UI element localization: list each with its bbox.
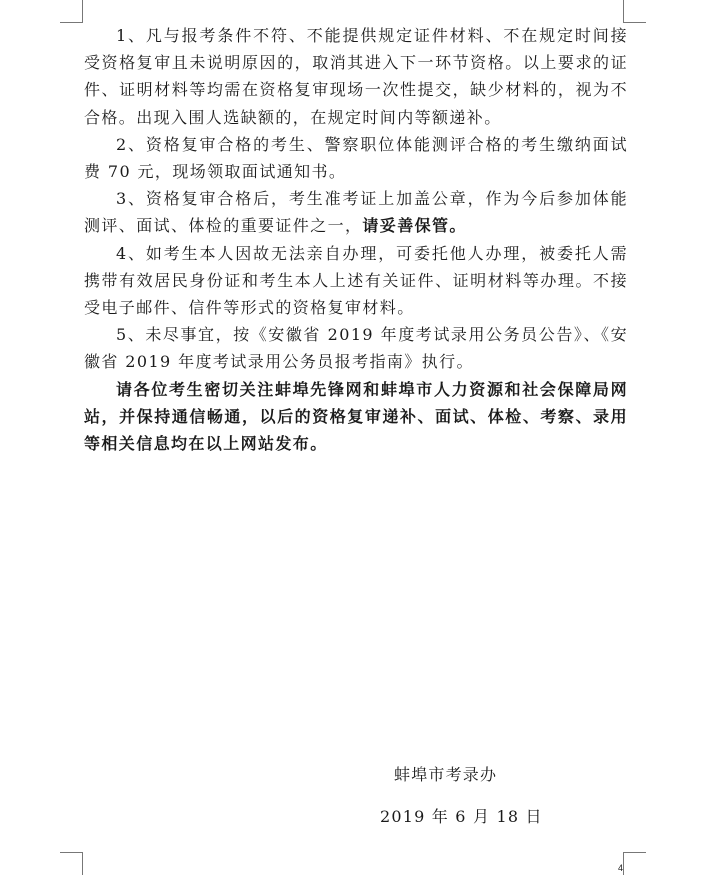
paragraph-3-bold-note: 请妥善保管。 xyxy=(362,216,467,236)
paragraph-5: 5、未尽事宜，按《安徽省 2019 年度考试录用公务员公告》、《安徽省 2019 年度考试录用公务员报考指南》执行。 xyxy=(84,325,628,372)
paragraph-2: 2、资格复审合格的考生、警察职位体能测评合格的考生缴纳面试费 70 元，现场领取面试通知书。 xyxy=(84,134,628,182)
closing-notice: 请各位考生密切关注蚌埠先锋网和蚌埠市人力资源和社会保障局网站，并保持通信畅通，以后的资格复审递补、面试、体检、考察、录用等相关信息均在以上网站发布。 xyxy=(84,379,628,454)
paragraph-4: 4、如考生本人因故无法亲自办理，可委托他人办理，被委托人需携带有效居民身份证和考生本人上述有关证件、证明材料等办理。不接受电子邮件、信件等形式的资格复审材料。 xyxy=(84,243,628,318)
crop-mark-bottom-right xyxy=(623,852,646,875)
paragraph-1: 1、凡与报考条件不符、不能提供规定证件材料、不在规定时间接受资格复审且未说明原因的，取消其进入下一环节资格。以上要求的证件、证明材料等均需在资格复审现场一次性提交，缺少材料的，视为不合格。出现入围人选缺额的，在规定时间内等额递补。 xyxy=(84,26,628,127)
issuing-office: 蚌埠市考录办 xyxy=(394,765,498,784)
crop-mark-bottom-left xyxy=(60,852,83,875)
document-body xyxy=(84,22,628,457)
crop-mark-top-left xyxy=(60,0,83,23)
paragraph-3-text: 3、资格复审合格后，考生准考证上加盖公章，作为今后参加体能测评、面试、体检的重要证件之一， xyxy=(84,189,628,236)
issue-date: 2019 年 6 月 18 日 xyxy=(380,807,543,826)
paragraph-3 xyxy=(84,185,628,239)
crop-mark-top-right xyxy=(623,0,646,23)
page-number: 4 xyxy=(618,863,624,873)
